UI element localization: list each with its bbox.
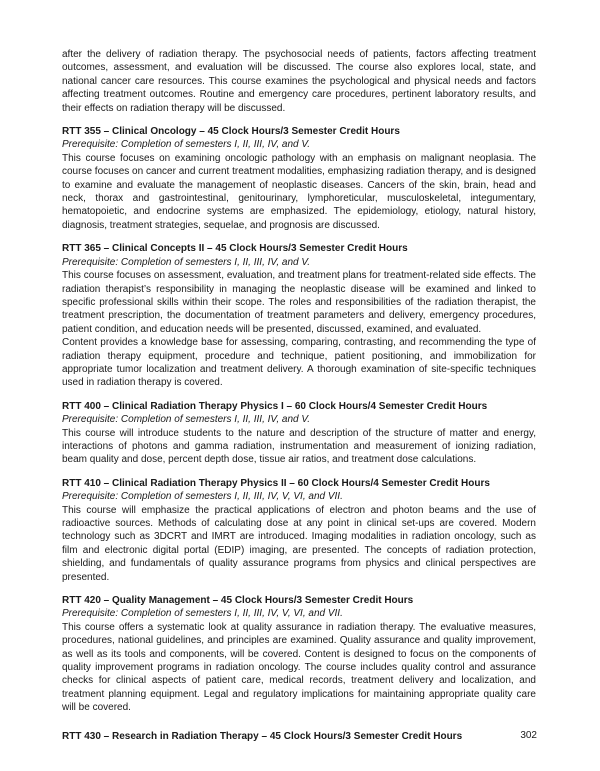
course-prerequisite: Prerequisite: Completion of semesters I, II, III, IV, V, VI, and VII. xyxy=(62,491,343,503)
course-prerequisite: Prerequisite: Completion of semesters I, II, III, IV, and V. xyxy=(62,139,311,151)
course-description: This course will emphasize the practical applications of electron and photon beams and the use of radioactive sources. Methods of calculating dose at any point in clinical set-ups are covered. Modern technology such as 3DCRT and IMRT are introduced. Imaging modalities in radiation oncology, such as film and electronic digital portal (EDIP) imaging, are presented. The concepts of radiation protection, shielding, and fundamentals of quality assurance programs from physics and clinical perspectives are presented. xyxy=(62,504,536,583)
course-section-rtt-400 xyxy=(62,400,536,467)
intro-paragraph: after the delivery of radiation therapy. The psychosocial needs of patients, factors affecting treatment outcomes, assessment, and evaluation will be discussed. The course also explores local, state, and national cancer care resources. This course examines the psychological and physical needs and factors affecting treatment outcomes. Routine and emergency care procedures, pertinent laboratory results, and their effects on radiation therapy will be discussed. xyxy=(62,49,536,114)
course-title: RTT 355 – Clinical Oncology – 45 Clock Hours/3 Semester Credit Hours xyxy=(62,126,400,138)
course-title: RTT 430 – Research in Radiation Therapy – 45 Clock Hours/3 Semester Credit Hours xyxy=(62,730,463,742)
course-description: This course offers a systematic look at quality assurance in radiation therapy. The evaluative measures, procedures, national guidelines, and principles are examined. Quality assurance and quality improvement, as well as its tools and components, will be covered. Content is designed to focus on the components of quality improvement programs in radiation oncology. The course includes quality control and assurance checks for clinical aspects of patient care, medical records, treatment delivery and localization, and treatment planning equipment. Legal and regulatory implications for maintaining appropriate quality care will be covered. xyxy=(62,621,536,714)
course-title: RTT 410 – Clinical Radiation Therapy Physics II – 60 Clock Hours/4 Semester Credit Hours xyxy=(62,477,490,489)
course-prerequisite: Prerequisite: Completion of semesters I, II, III, IV, and V. xyxy=(62,414,311,426)
course-section-rtt-365 xyxy=(62,242,536,389)
course-section-rtt-410 xyxy=(62,477,536,584)
page-number: 302 xyxy=(520,730,537,741)
course-section-rtt-355 xyxy=(62,125,536,232)
course-prerequisite: Prerequisite: Completion of semesters I, II, III, IV, V, VI, and VII. xyxy=(62,608,343,620)
course-title: RTT 420 – Quality Management – 45 Clock Hours/3 Semester Credit Hours xyxy=(62,595,414,607)
course-title: RTT 365 – Clinical Concepts II – 45 Clock Hours/3 Semester Credit Hours xyxy=(62,243,408,255)
course-prerequisite: Prerequisite: Completion of semesters I, II, III, IV, and V. xyxy=(62,256,311,268)
course-description: This course will introduce students to the nature and description of the structure of matter and energy, interactions of photons and gamma radiation, instrumentation and measurement of ionizing radiation, beam quality and dose, percent depth dose, tissue air ratios, and treatment dose calculations. xyxy=(62,427,536,466)
course-section-rtt-420 xyxy=(62,594,536,715)
course-description-continued: Content provides a knowledge base for assessing, comparing, contrasting, and recommending the type of radiation therapy equipment, procedure and technique, patient positioning, and immobilization for appropriate tumor localization and treatment delivery. A thorough examination of site-specific techniques used in radiation therapy is covered. xyxy=(62,337,536,389)
course-description: This course focuses on examining oncologic pathology with an emphasis on malignant neoplasia. The course focuses on cancer and current treatment modalities, emphasizing radiation therapy, and is designed to examine and evaluate the management of neoplastic diseases. Cancers of the skin, brain, head and neck, thorax and gastrointestinal, genitourinary, lymphoreticular, musculoskeletal, integumentary, hematopoietic, and endocrine systems are emphasized. The epidemiology, etiology, natural history, diagnosis, treatment strategies, sequelae, and prognosis are discussed. xyxy=(62,152,536,231)
course-title: RTT 400 – Clinical Radiation Therapy Physics I – 60 Clock Hours/4 Semester Credit Hours xyxy=(62,400,488,412)
course-description: This course focuses on assessment, evaluation, and treatment plans for treatment-related side effects. The radiation therapist’s responsibility in managing the neoplastic disease will be examined and linked to specific professional skills within their scope. The roles and responsibilities of the radiation therapist, the treatment prescription, the documentation of treatment parameters and delivery, emergency procedures, patient condition, and education needs will be presented, discussed, examined, and evaluated. xyxy=(62,270,536,335)
